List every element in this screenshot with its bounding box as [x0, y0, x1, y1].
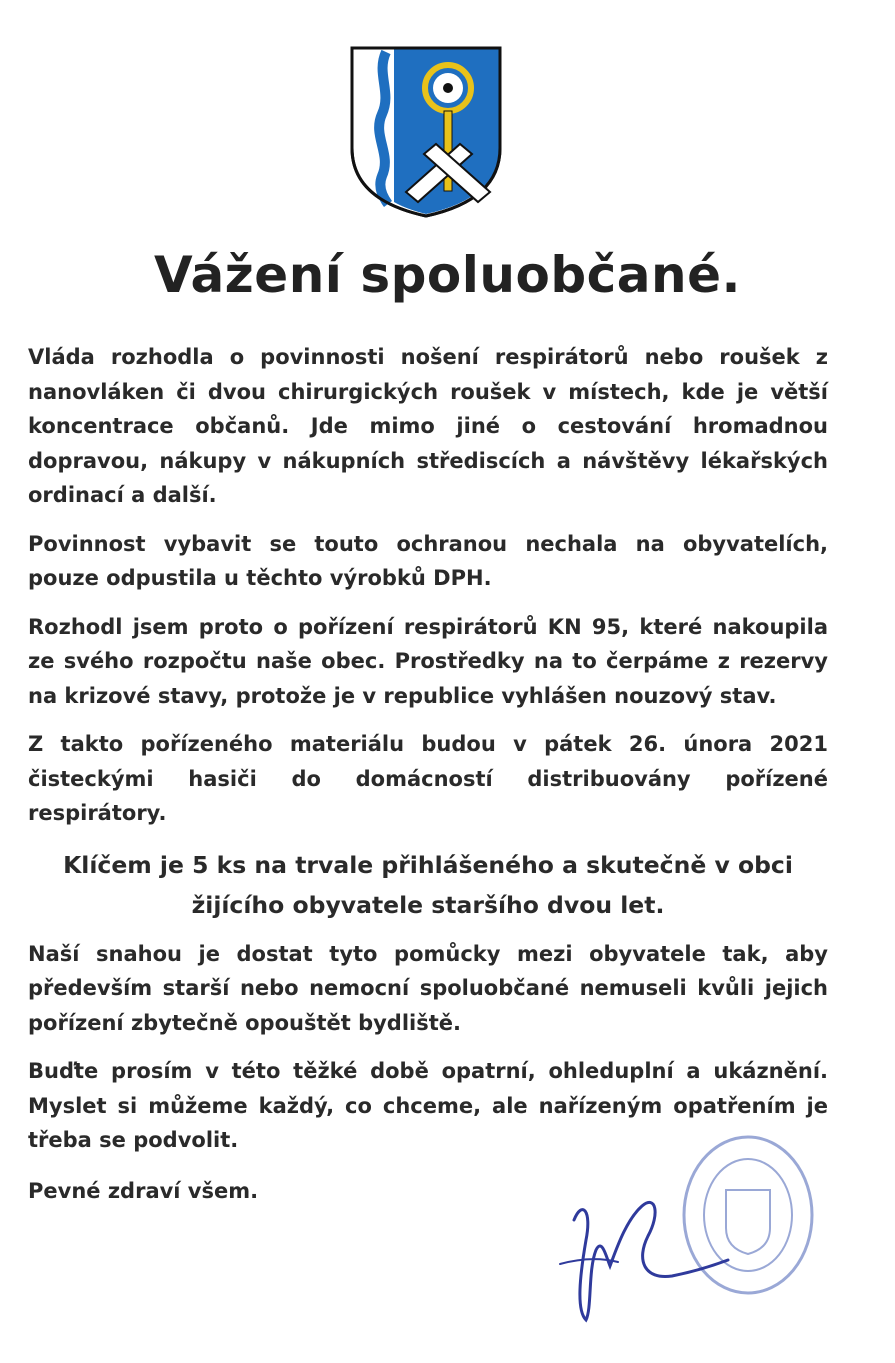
- paragraph: Z takto pořízeného materiálu budou v pátek 26. února 2021 čisteckými hasiči do domácností distribuovány pořízené respirátory.: [28, 732, 828, 825]
- signature-image: [552, 1180, 732, 1330]
- paragraph: Buďte prosím v této těžké době opatrní, ohleduplní a ukáznění. Myslet si můžeme každý, co chceme, ale nařízeným opatřením je třeba se podvolit.: [28, 1059, 828, 1152]
- highlight-line: Klíčem je 5 ks na trvale přihlášeného a skutečně v obci: [63, 850, 793, 879]
- paragraph: Povinnost vybavit se touto ochranou nechala na obyvatelích, pouze odpustila u těchto výrobků DPH.: [28, 531, 828, 590]
- page-title: Vážení spoluobčané.: [153, 246, 741, 304]
- paragraph: Vláda rozhodla o povinnosti nošení respirátorů nebo roušek z nanovláken či dvou chirurgických roušek v místech, kde je větší koncentrace občanů. Jde mimo jiné o cestování hromadnou dopravou, nákupy v nákupních střediscích a návštěvy lékařských ordinací a další.: [28, 345, 828, 507]
- paragraph: Rozhodl jsem proto o pořízení respirátorů KN 95, které nakoupila ze svého rozpočtu naše obec. Prostředky na to čerpáme z rezervy na krizové stavy, protože je v republice vyhlášen nouzový stav.: [28, 614, 828, 708]
- highlight-line: žijícího obyvatele staršího dvou let.: [191, 890, 665, 919]
- highlight-paragraph: [28, 845, 828, 925]
- coat-of-arms-image: [348, 44, 504, 220]
- letter-body: [28, 340, 828, 1222]
- paragraph: Naší snahou je dostat tyto pomůcky mezi obyvatele tak, aby především starší nebo nemocní spoluobčané nemuseli kvůli jejich pořízení zbytečně opouštět bydliště.: [28, 941, 828, 1035]
- closing-line: Pevné zdraví všem.: [28, 1178, 259, 1203]
